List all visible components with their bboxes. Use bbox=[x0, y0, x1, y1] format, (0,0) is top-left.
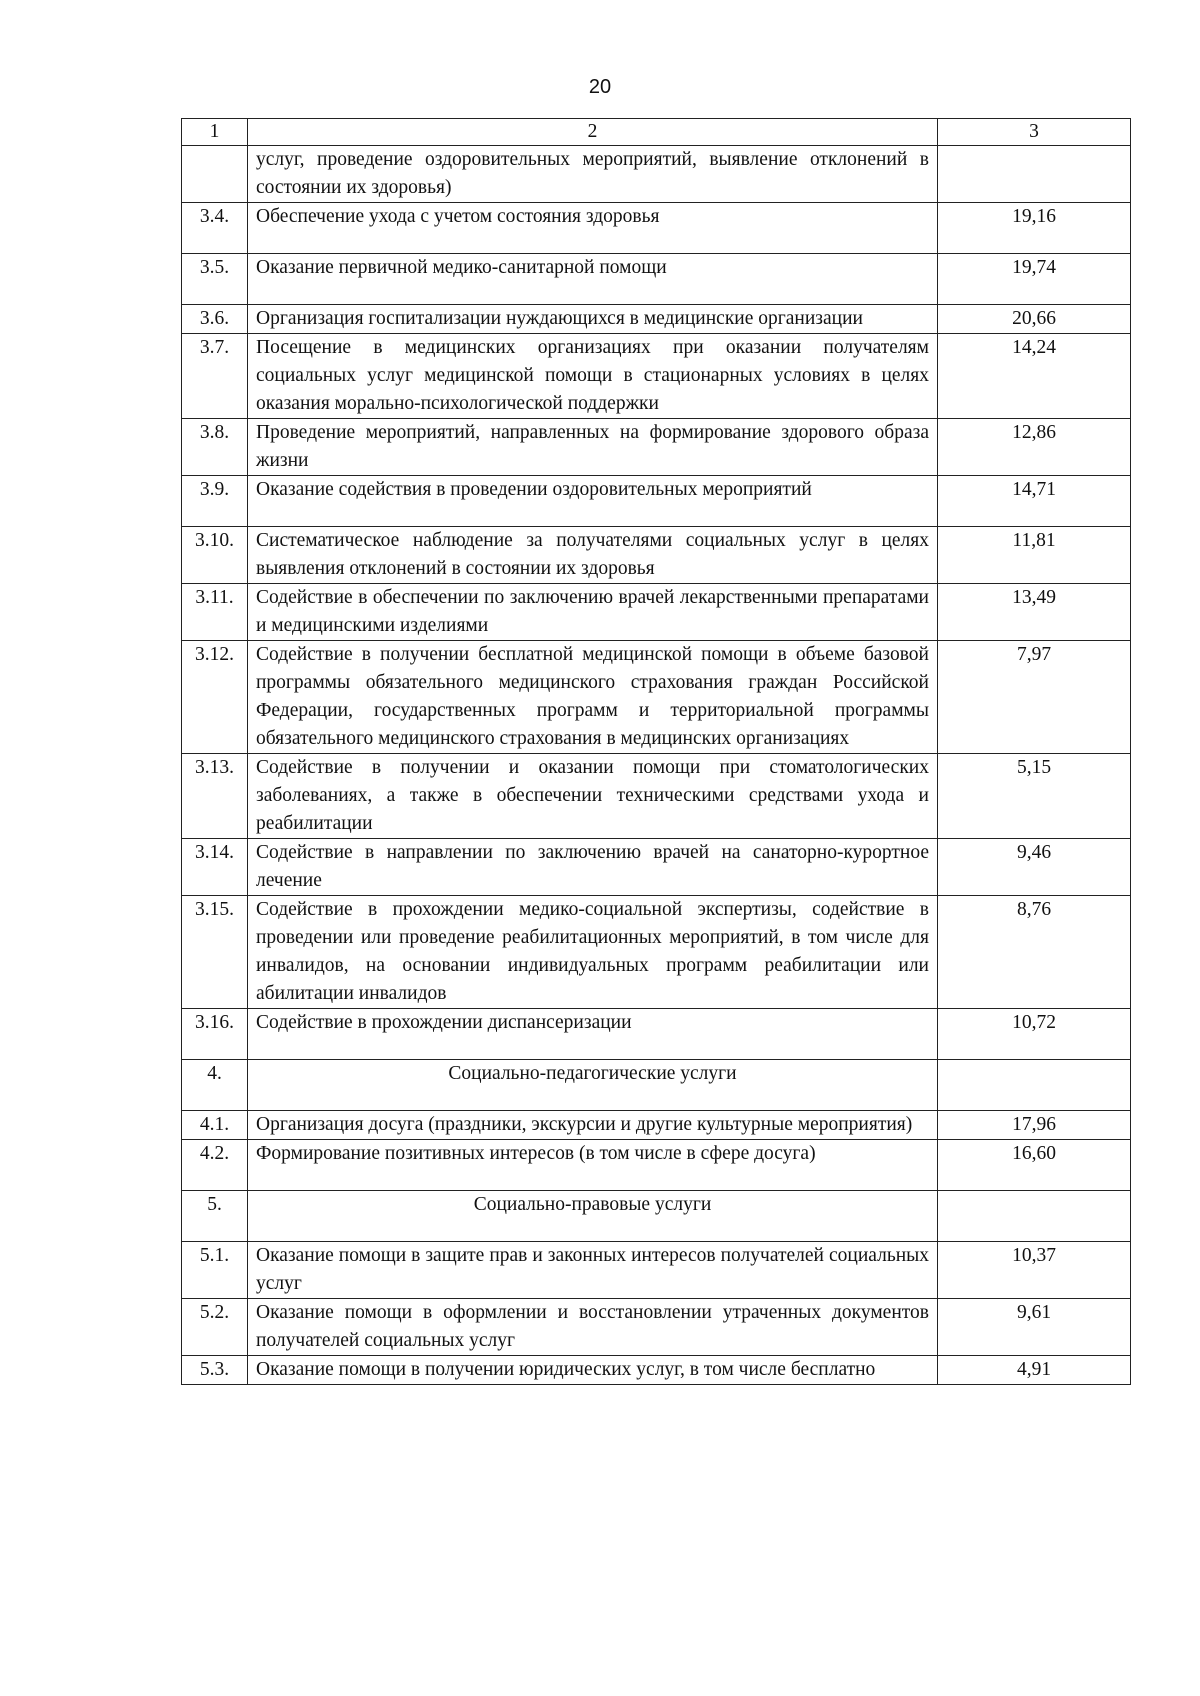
service-name: Содействие в прохождении медико-социальной экспертизы, содействие в проведении или проведение реабилитационных мероприятий, в том числе для инвалидов, на основании индивидуальных программ реабилитации или абилитации инвалидов bbox=[248, 896, 938, 1009]
service-value: 10,37 bbox=[938, 1242, 1131, 1299]
row-number: 5.3. bbox=[182, 1356, 248, 1385]
section-row bbox=[182, 1191, 1131, 1242]
service-value: 14,24 bbox=[938, 334, 1131, 419]
row-number: 3.7. bbox=[182, 334, 248, 419]
service-value bbox=[938, 1191, 1131, 1242]
service-value bbox=[938, 1060, 1131, 1111]
service-value: 12,86 bbox=[938, 419, 1131, 476]
service-value: 19,16 bbox=[938, 203, 1131, 254]
table-row bbox=[182, 419, 1131, 476]
service-value: 11,81 bbox=[938, 527, 1131, 584]
header-cell-value: 3 bbox=[938, 119, 1131, 146]
service-name: Посещение в медицинских организациях при оказании получателям социальных услуг медицинской помощи в стационарных условиях в целях оказания морально-психологической поддержки bbox=[248, 334, 938, 419]
service-name: Систематическое наблюдение за получателями социальных услуг в целях выявления отклонений в состоянии их здоровья bbox=[248, 527, 938, 584]
table-row bbox=[182, 146, 1131, 203]
service-name: Оказание помощи в защите прав и законных интересов получателей социальных услуг bbox=[248, 1242, 938, 1299]
service-name: Содействие в обеспечении по заключению врачей лекарственными препаратами и медицинскими изделиями bbox=[248, 584, 938, 641]
page-number: 20 bbox=[588, 76, 612, 98]
row-number bbox=[182, 146, 248, 203]
service-value: 10,72 bbox=[938, 1009, 1131, 1060]
service-name: Содействие в получении бесплатной медицинской помощи в объеме базовой программы обязательного медицинского страхования граждан Российской Федерации, государственных программ и территориальной программы обязательного медицинского страхования в медицинских организациях bbox=[248, 641, 938, 754]
service-value: 8,76 bbox=[938, 896, 1131, 1009]
table-row bbox=[182, 1356, 1131, 1385]
service-value: 9,61 bbox=[938, 1299, 1131, 1356]
table-row bbox=[182, 754, 1131, 839]
row-number: 5.2. bbox=[182, 1299, 248, 1356]
service-name: Организация досуга (праздники, экскурсии и другие культурные мероприятия) bbox=[248, 1111, 938, 1140]
row-number: 4.2. bbox=[182, 1140, 248, 1191]
service-name: Формирование позитивных интересов (в том числе в сфере досуга) bbox=[248, 1140, 938, 1191]
row-number: 3.13. bbox=[182, 754, 248, 839]
service-name: Проведение мероприятий, направленных на формирование здорового образа жизни bbox=[248, 419, 938, 476]
service-value: 17,96 bbox=[938, 1111, 1131, 1140]
service-name: Обеспечение ухода с учетом состояния здоровья bbox=[248, 203, 938, 254]
service-value: 13,49 bbox=[938, 584, 1131, 641]
table-row bbox=[182, 896, 1131, 1009]
table-header-row bbox=[182, 119, 1131, 146]
table-row bbox=[182, 1111, 1131, 1140]
table-row bbox=[182, 305, 1131, 334]
table-row bbox=[182, 476, 1131, 527]
row-number: 5.1. bbox=[182, 1242, 248, 1299]
row-number: 3.10. bbox=[182, 527, 248, 584]
service-value: 7,97 bbox=[938, 641, 1131, 754]
table-row bbox=[182, 584, 1131, 641]
service-value: 19,74 bbox=[938, 254, 1131, 305]
row-number: 5. bbox=[182, 1191, 248, 1242]
row-number: 3.15. bbox=[182, 896, 248, 1009]
table-row bbox=[182, 1299, 1131, 1356]
table-row bbox=[182, 527, 1131, 584]
service-name: Содействие в направлении по заключению врачей на санаторно-курортное лечение bbox=[248, 839, 938, 896]
row-number: 3.6. bbox=[182, 305, 248, 334]
row-number: 3.12. bbox=[182, 641, 248, 754]
row-number: 3.4. bbox=[182, 203, 248, 254]
section-title: Социально-правовые услуги bbox=[248, 1191, 938, 1242]
table-row bbox=[182, 254, 1131, 305]
row-number: 3.9. bbox=[182, 476, 248, 527]
table-row bbox=[182, 1242, 1131, 1299]
section-row bbox=[182, 1060, 1131, 1111]
service-value: 16,60 bbox=[938, 1140, 1131, 1191]
service-value: 14,71 bbox=[938, 476, 1131, 527]
row-number: 4.1. bbox=[182, 1111, 248, 1140]
services-table bbox=[181, 118, 1131, 1385]
row-number: 3.14. bbox=[182, 839, 248, 896]
table-row bbox=[182, 1009, 1131, 1060]
service-value: 5,15 bbox=[938, 754, 1131, 839]
table-row bbox=[182, 203, 1131, 254]
service-name: Оказание первичной медико-санитарной помощи bbox=[248, 254, 938, 305]
service-value bbox=[938, 146, 1131, 203]
service-name: Организация госпитализации нуждающихся в медицинские организации bbox=[248, 305, 938, 334]
service-name: Оказание помощи в оформлении и восстановлении утраченных документов получателей социальных услуг bbox=[248, 1299, 938, 1356]
section-title: Социально-педагогические услуги bbox=[248, 1060, 938, 1111]
service-name: Оказание содействия в проведении оздоровительных мероприятий bbox=[248, 476, 938, 527]
row-number: 3.5. bbox=[182, 254, 248, 305]
service-name: Оказание помощи в получении юридических услуг, в том числе бесплатно bbox=[248, 1356, 938, 1385]
row-number: 3.16. bbox=[182, 1009, 248, 1060]
header-cell-num: 1 bbox=[182, 119, 248, 146]
table-row bbox=[182, 334, 1131, 419]
service-name: Содействие в прохождении диспансеризации bbox=[248, 1009, 938, 1060]
table-row bbox=[182, 839, 1131, 896]
service-value: 4,91 bbox=[938, 1356, 1131, 1385]
service-value: 20,66 bbox=[938, 305, 1131, 334]
service-name: Содействие в получении и оказании помощи при стоматологических заболеваниях, а также в обеспечении техническими средствами ухода и реабилитации bbox=[248, 754, 938, 839]
table-row bbox=[182, 641, 1131, 754]
service-name: услуг, проведение оздоровительных мероприятий, выявление отклонений в состоянии их здоровья) bbox=[248, 146, 938, 203]
row-number: 3.11. bbox=[182, 584, 248, 641]
service-value: 9,46 bbox=[938, 839, 1131, 896]
row-number: 4. bbox=[182, 1060, 248, 1111]
header-cell-name: 2 bbox=[248, 119, 938, 146]
row-number: 3.8. bbox=[182, 419, 248, 476]
table-row bbox=[182, 1140, 1131, 1191]
